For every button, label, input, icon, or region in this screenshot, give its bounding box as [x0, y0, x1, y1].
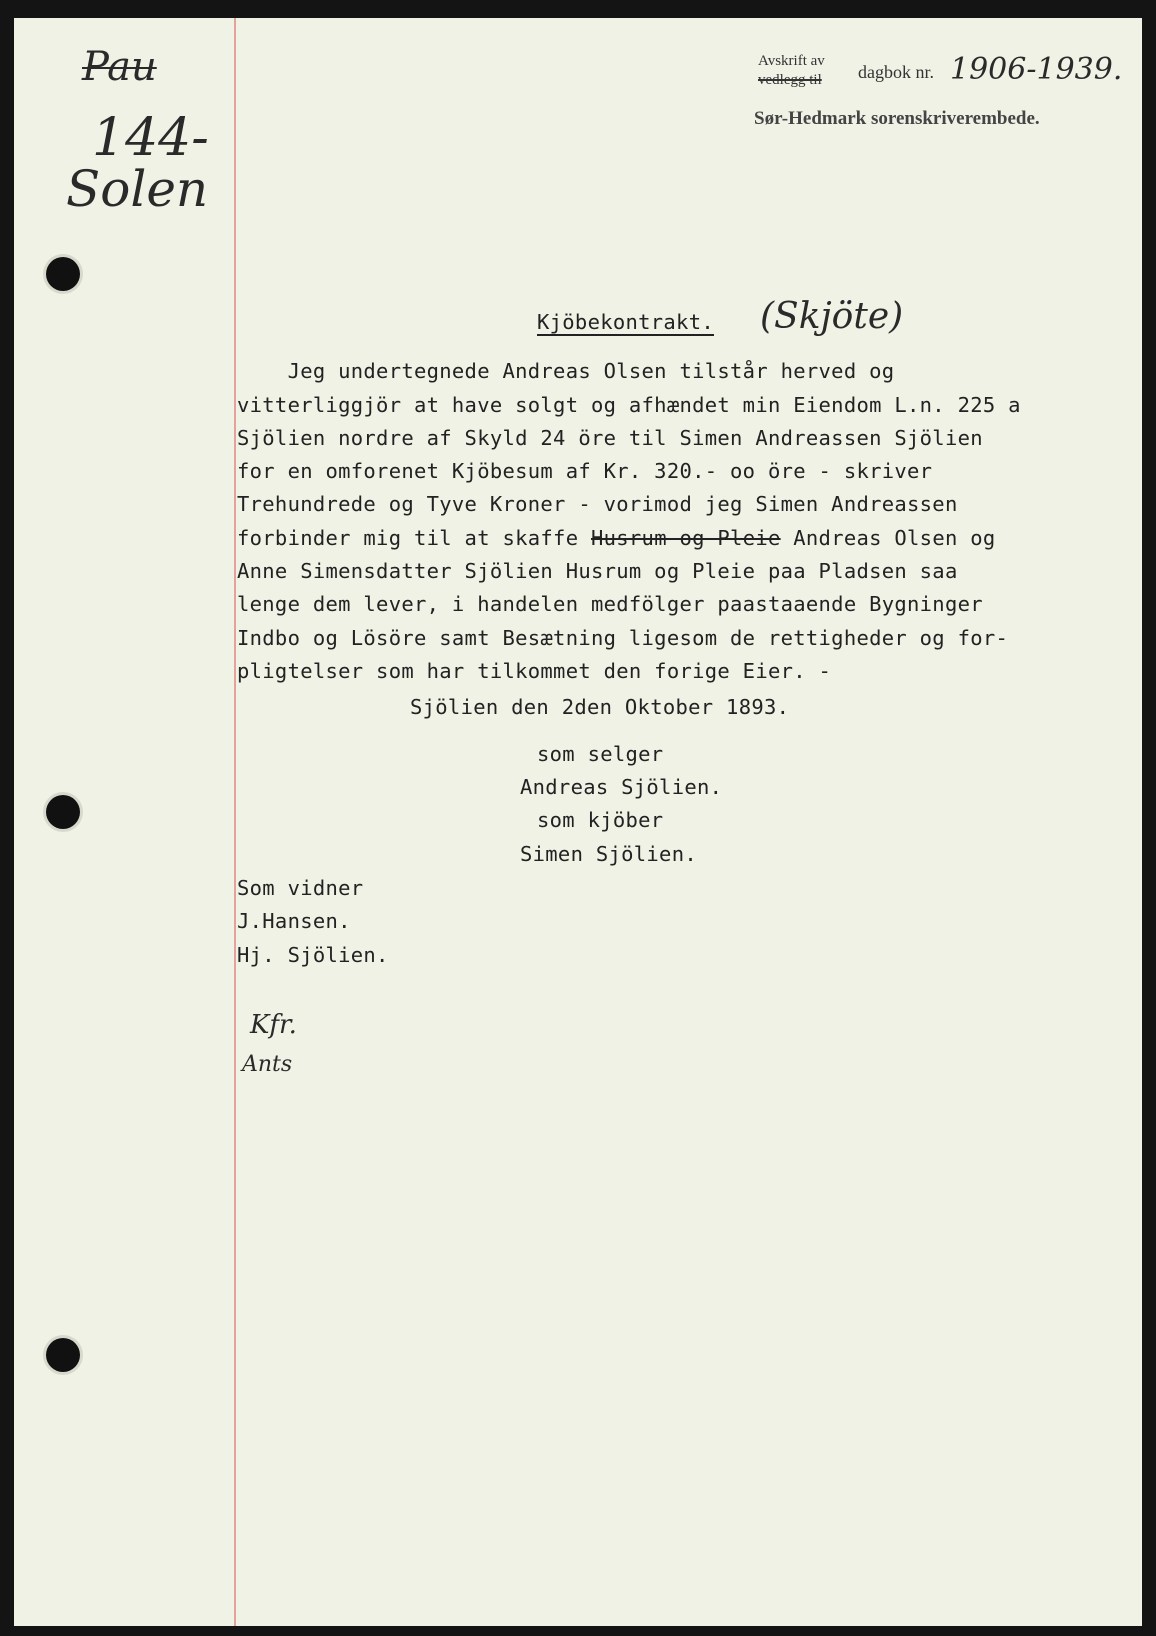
body-line-3: Sjölien nordre af Skyld 24 öre til Simen Andreassen Sjölien	[237, 426, 983, 450]
body-line-9: Indbo og Lösöre samt Besætning ligesom de rettigheder og for-	[237, 626, 1009, 650]
witness-label: Som vidner	[237, 876, 364, 900]
dagbok-number: 1906-1939.	[950, 52, 1123, 87]
punch-hole-middle	[46, 795, 80, 829]
margin-note-top: Pau	[82, 44, 157, 90]
document-title: Kjöbekontrakt.	[537, 310, 714, 334]
margin-note-name: Solen	[66, 160, 209, 218]
body-line-10: pligtelser som har tilkommet den forige Eier. -	[237, 659, 832, 683]
body-line-6-end: Andreas Olsen og	[780, 526, 996, 550]
punch-hole-top	[46, 257, 80, 291]
place-date: Sjölien den 2den Oktober 1893.	[410, 695, 790, 719]
stamp-struck-text: vedlegg til	[758, 72, 822, 88]
witness-1: J.Hansen.	[237, 909, 351, 933]
body-line-5: Trehundrede og Tyve Kroner - vorimod jeg Simen Andreassen	[237, 492, 958, 516]
stamp-top-text: Avskrift av	[758, 53, 825, 69]
body-line-6	[237, 526, 996, 550]
office-name: Sør-Hedmark sorenskriverembede.	[754, 108, 1040, 129]
body-line-7: Anne Simensdatter Sjölien Husrum og Pleie paa Pladsen saa	[237, 559, 958, 583]
seller-label: som selger	[537, 742, 664, 766]
buyer-label: som kjöber	[537, 808, 664, 832]
punch-hole-bottom	[46, 1338, 80, 1372]
margin-note-number: 144-	[92, 108, 209, 168]
title-annotation: (Skjöte)	[760, 296, 904, 337]
body-line-6-start: forbinder mig til at skaffe	[237, 526, 591, 550]
margin-rule	[234, 18, 236, 1626]
struck-phrase: Husrum og Pleie	[590, 526, 781, 550]
buyer-name: Simen Sjölien.	[520, 842, 697, 866]
body-line-2: vitterliggjör at have solgt og afhændet min Eiendom L.n. 225 a	[237, 393, 1021, 417]
body-line-4: for en omforenet Kjöbesum af Kr. 320.- oo öre - skriver	[237, 459, 933, 483]
seller-name: Andreas Sjölien.	[520, 775, 723, 799]
initials-line-1: Kfr.	[250, 1010, 297, 1040]
body-line-1: Jeg undertegnede Andreas Olsen tilstår herved og	[237, 359, 895, 383]
body-line-8: lenge dem lever, i handelen medfölger paastaaende Bygninger	[237, 592, 983, 616]
initials-line-2: Ants	[242, 1052, 293, 1077]
dagbok-label: dagbok nr.	[858, 62, 934, 82]
witness-2: Hj. Sjölien.	[237, 943, 389, 967]
